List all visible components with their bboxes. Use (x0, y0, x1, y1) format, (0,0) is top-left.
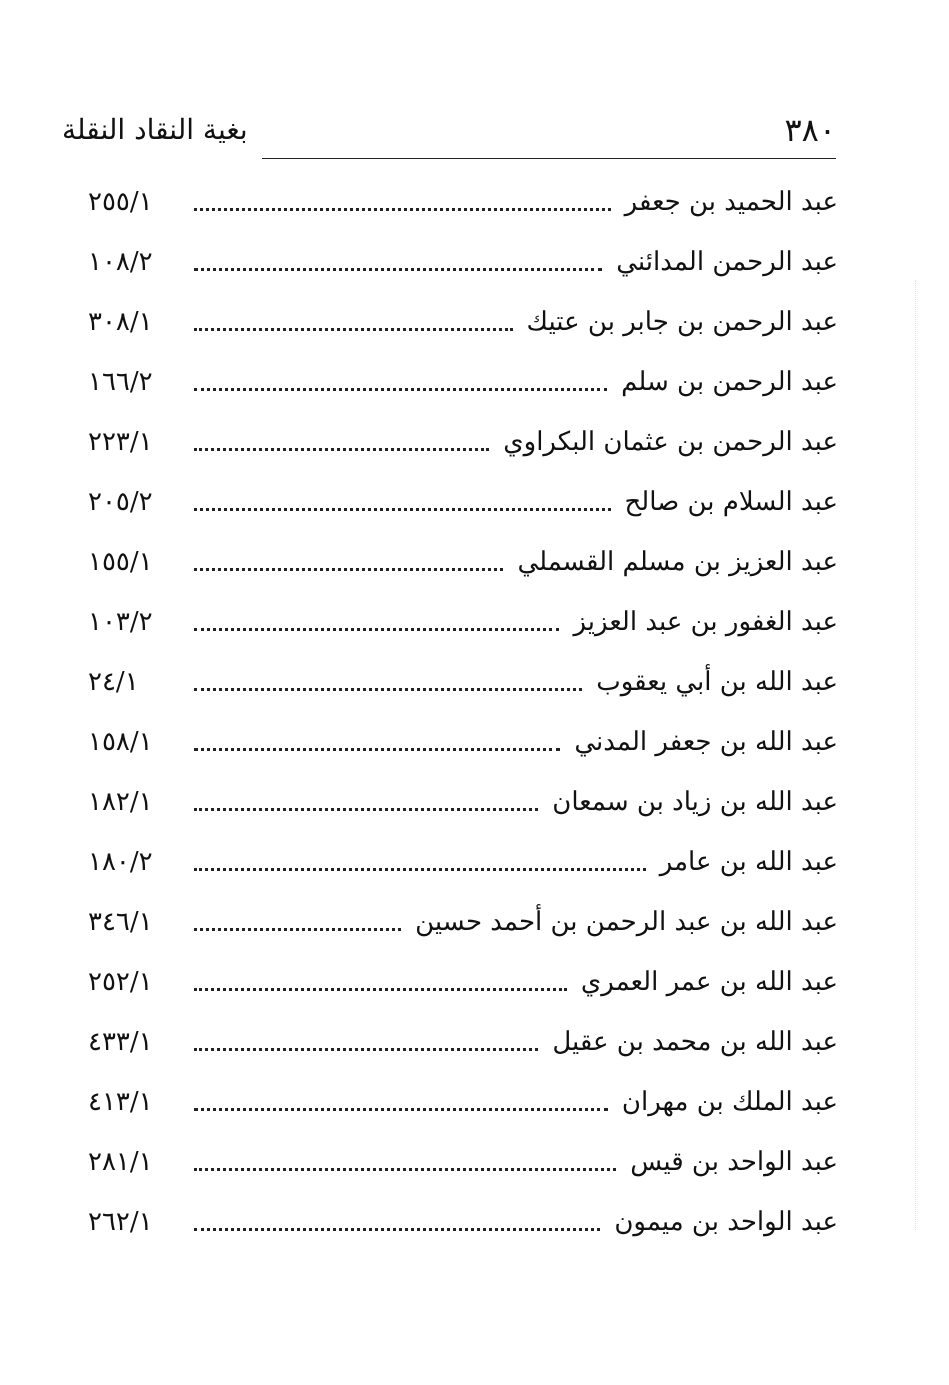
entry-name: عبد الواحد بن ميمون (614, 1207, 838, 1237)
entry-name: عبد العزيز بن مسلم القسملي (517, 547, 838, 577)
entry-name: عبد الله بن جعفر المدني (574, 727, 838, 757)
entry-reference: ٢٥٥/١ (88, 187, 153, 217)
entry-reference: ٢٨١/١ (88, 1147, 153, 1177)
index-entry (88, 772, 838, 832)
dot-leader (194, 388, 607, 391)
index-entry (88, 232, 838, 292)
index-entry (88, 472, 838, 532)
header-rule (262, 158, 836, 159)
page-number: ٣٨٠ (784, 111, 836, 149)
entry-reference: ١٥٨/١ (88, 727, 153, 757)
entry-reference: ٢٠٥/٢ (88, 487, 153, 517)
index-entry (88, 652, 838, 712)
index-entry (88, 292, 838, 352)
index-entry (88, 1072, 838, 1132)
entry-reference: ٣٤٦/١ (88, 907, 153, 937)
entry-name: عبد الرحمن بن جابر بن عتيك (526, 307, 838, 337)
index-entry (88, 532, 838, 592)
entry-name: عبد الله بن عبد الرحمن بن أحمد حسين (415, 907, 838, 937)
dot-leader (194, 1108, 608, 1111)
dot-leader (194, 628, 559, 631)
dot-leader (194, 1228, 600, 1231)
index-entry (88, 712, 838, 772)
dot-leader (194, 1168, 616, 1171)
index-entry (88, 412, 838, 472)
entry-name: عبد الله بن زياد بن سمعان (552, 787, 838, 817)
index-entry (88, 1132, 838, 1192)
entry-reference: ٢٥٢/١ (88, 967, 153, 997)
entry-name: عبد الله بن أبي يعقوب (596, 667, 838, 697)
dot-leader (194, 328, 513, 331)
entry-name: عبد السلام بن صالح (624, 487, 838, 517)
page-header (62, 98, 836, 158)
entry-name: عبد الرحمن المدائني (616, 247, 838, 277)
index-entry (88, 592, 838, 652)
running-title: بغية النقاد النقلة (62, 113, 248, 146)
dot-leader (194, 808, 538, 811)
entry-reference: ٤١٣/١ (88, 1087, 153, 1117)
entry-reference: ٢٢٣/١ (88, 427, 153, 457)
index-entry (88, 892, 838, 952)
index-list (88, 172, 838, 1252)
entry-reference: ١٠٨/٢ (88, 247, 153, 277)
dot-leader (194, 568, 503, 571)
dot-leader (194, 688, 582, 691)
dot-leader (194, 928, 401, 931)
entry-reference: ٢٦٢/١ (88, 1207, 153, 1237)
dot-leader (194, 1048, 538, 1051)
dot-leader (194, 988, 567, 991)
dot-leader (194, 448, 489, 451)
index-entry (88, 832, 838, 892)
dot-leader (194, 868, 646, 871)
entry-name: عبد الله بن عامر (659, 847, 838, 877)
entry-name: عبد الله بن عمر العمري (580, 967, 838, 997)
index-entry (88, 172, 838, 232)
dot-leader (194, 508, 611, 511)
dot-leader (194, 268, 602, 271)
entry-name: عبد الواحد بن قيس (630, 1147, 838, 1177)
entry-name: عبد الله بن محمد بن عقيل (552, 1027, 838, 1057)
entry-name: عبد الرحمن بن سلم (621, 367, 838, 397)
index-entry (88, 1012, 838, 1072)
entry-name: عبد الغفور بن عبد العزيز (573, 607, 838, 637)
entry-reference: ١٦٦/٢ (88, 367, 153, 397)
entry-reference: ٤٣٣/١ (88, 1027, 153, 1057)
index-entry (88, 1192, 838, 1252)
dot-leader (194, 748, 560, 751)
entry-reference: ١٨٢/١ (88, 787, 153, 817)
index-entry (88, 952, 838, 1012)
entry-reference: ١٨٠/٢ (88, 847, 153, 877)
index-entry (88, 352, 838, 412)
entry-reference: ٢٤/١ (88, 667, 139, 697)
scan-margin-marks (915, 280, 918, 1230)
entry-name: عبد الحميد بن جعفر (624, 187, 838, 217)
entry-reference: ١٥٥/١ (88, 547, 153, 577)
entry-name: عبد الرحمن بن عثمان البكراوي (503, 427, 838, 457)
entry-reference: ٣٠٨/١ (88, 307, 153, 337)
dot-leader (194, 208, 611, 211)
entry-reference: ١٠٣/٢ (88, 607, 153, 637)
entry-name: عبد الملك بن مهران (621, 1087, 838, 1117)
